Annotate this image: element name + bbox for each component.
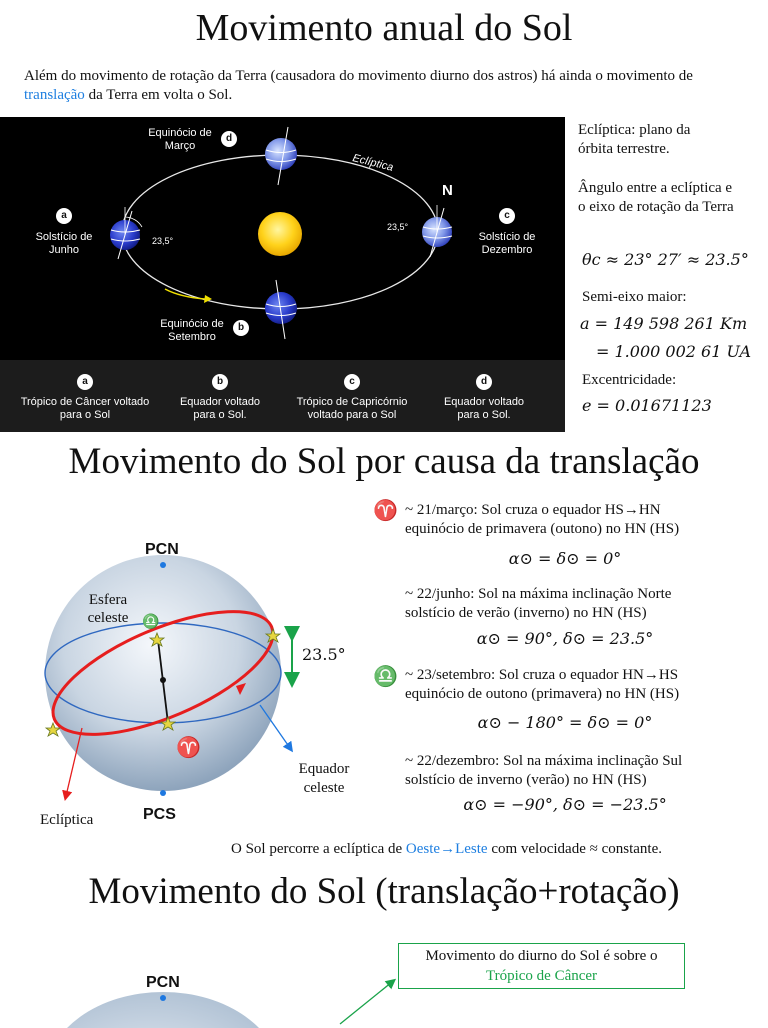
- legend-d-badge: d: [476, 374, 492, 390]
- angle-left-label: 23,5°: [152, 236, 174, 246]
- legend-a-text: Trópico de Câncer voltado para o Sol: [20, 396, 150, 421]
- a-ua-equation: = 1.000 002 61 UA: [596, 342, 751, 361]
- footer-text-end: com velocidade ≈ constante.: [487, 841, 662, 857]
- earth-march-icon: [265, 127, 297, 185]
- section2-title: Movimento do Sol por causa da translação: [68, 441, 700, 482]
- libra-symbol: ♎: [373, 666, 398, 688]
- equator-label: Equador celeste: [298, 761, 350, 796]
- section3-pcn-label: PCN: [146, 974, 180, 991]
- legend-b: [150, 374, 290, 422]
- tilt-angle-label: 23.5°: [302, 645, 346, 664]
- solstice-june-label: Solstício de Junho: [35, 231, 93, 256]
- translation-link[interactable]: translação: [24, 87, 85, 103]
- event-june-equation: α⊙ = 90°, δ⊙ = 23.5°: [476, 629, 654, 648]
- intro-text: Além do movimento de rotação da Terra (causadora do movimento diurno dos astros) há ainda o movimento de: [24, 68, 693, 84]
- equinox-march-label: Equinócio de Março: [148, 127, 212, 152]
- theta-equation: θc ≈ 23° 27′ ≈ 23.5°: [582, 250, 749, 269]
- legend-c: [282, 374, 422, 422]
- tropic-box-line1: Movimento do diurno do Sol é sobre o: [425, 948, 658, 964]
- event-sept-equation: α⊙ − 180° = δ⊙ = 0°: [477, 713, 653, 732]
- letter-b-badge: b: [233, 320, 249, 336]
- event-dec-line2: solstício de inverno (verão) no HN (HS): [405, 772, 647, 788]
- legend-c-text: Trópico de Capricórnio voltado para o Sol: [296, 396, 408, 421]
- event-march: [405, 501, 679, 539]
- footer-text: O Sol percorre a eclíptica de: [231, 841, 406, 857]
- a-km-equation: a = 149 598 261 Km: [580, 314, 748, 333]
- north-label: N: [442, 182, 453, 199]
- letter-a-badge: a: [56, 208, 72, 224]
- event-march-line1: ~ 21/março: Sol cruza o equador HS→HN: [405, 502, 661, 518]
- earth-september-icon: [265, 280, 297, 339]
- legend-b-text: Equador voltado para o Sol.: [179, 396, 261, 421]
- section3-diagram: [0, 958, 420, 1028]
- event-june-line1: ~ 22/junho: Sol na máxima inclinação Norte: [405, 586, 672, 602]
- intro-text-end: da Terra em volta o Sol.: [84, 87, 233, 103]
- letter-d-badge: d: [221, 131, 237, 147]
- event-dec-line1: ~ 22/dezembro: Sol na máxima inclinação Sul: [405, 753, 683, 769]
- eccentricity-equation: e = 0.01671123: [582, 396, 712, 415]
- event-dec-equation: α⊙ = −90°, δ⊙ = −23.5°: [463, 795, 667, 814]
- legend-b-badge: b: [212, 374, 228, 390]
- ecliptic-definition: Eclíptica: plano da órbita terrestre.: [578, 122, 691, 157]
- legend-a-badge: a: [77, 374, 93, 390]
- section3-title: Movimento do Sol (translação+rotação): [88, 871, 680, 912]
- legend-a: [15, 374, 155, 422]
- sun-icon: [258, 212, 302, 256]
- legend-c-badge: c: [344, 374, 360, 390]
- legend-d: [414, 374, 554, 422]
- event-sept-line2: equinócio de outono (primavera) no HN (HS): [405, 686, 680, 702]
- pcs-dot: [160, 790, 166, 796]
- angle-definition: Ângulo entre a eclíptica e o eixo de rotação da Terra: [578, 180, 734, 215]
- event-june: [405, 585, 671, 623]
- semi-axis-label: Semi-eixo maior:: [582, 289, 687, 305]
- aries-symbol: ♈: [373, 500, 398, 522]
- event-march-equation: α⊙ = δ⊙ = 0°: [508, 549, 622, 568]
- libra-sphere-symbol: ♎: [142, 615, 160, 630]
- celestial-sphere-label: Esfera celeste: [87, 592, 129, 626]
- pcn-dot-3: [160, 995, 166, 1001]
- tropic-info-box: [398, 943, 685, 989]
- tropic-box-line2: Trópico de Câncer: [485, 968, 598, 984]
- equinox-sept-label: Equinócio de Setembro: [160, 318, 224, 343]
- section1-intro: [24, 67, 744, 105]
- aries-sphere-symbol: ♈: [176, 737, 201, 759]
- eccentricity-label: Excentricidade:: [582, 372, 677, 388]
- event-sept-line1: ~ 23/setembro: Sol cruza o equador HN→HS: [405, 667, 679, 683]
- pcn-label: PCN: [145, 541, 179, 558]
- pcn-dot: [160, 562, 166, 568]
- west-east-link[interactable]: Oeste→Leste: [405, 841, 488, 857]
- ecliptic-label: Eclíptica: [351, 152, 395, 174]
- letter-c-badge: c: [499, 208, 515, 224]
- event-march-line2: equinócio de primavera (outono) no HN (HS): [405, 521, 680, 537]
- event-june-line2: solstício de verão (inverno) no HN (HS): [405, 605, 647, 621]
- event-december: [405, 752, 682, 790]
- earth-december-icon: [422, 205, 452, 257]
- pcs-label: PCS: [143, 806, 176, 823]
- orbit-diagram: [0, 117, 565, 432]
- solstice-dec-label: Solstício de Dezembro: [478, 231, 536, 256]
- event-september: [405, 666, 679, 704]
- angle-right-label: 23,5°: [387, 222, 409, 232]
- section2-footer: [231, 840, 751, 859]
- section1-title: Movimento anual do Sol: [195, 7, 573, 49]
- ecliptic-sphere-label: Eclíptica: [40, 812, 94, 828]
- legend-d-text: Equador voltado para o Sol.: [443, 396, 525, 421]
